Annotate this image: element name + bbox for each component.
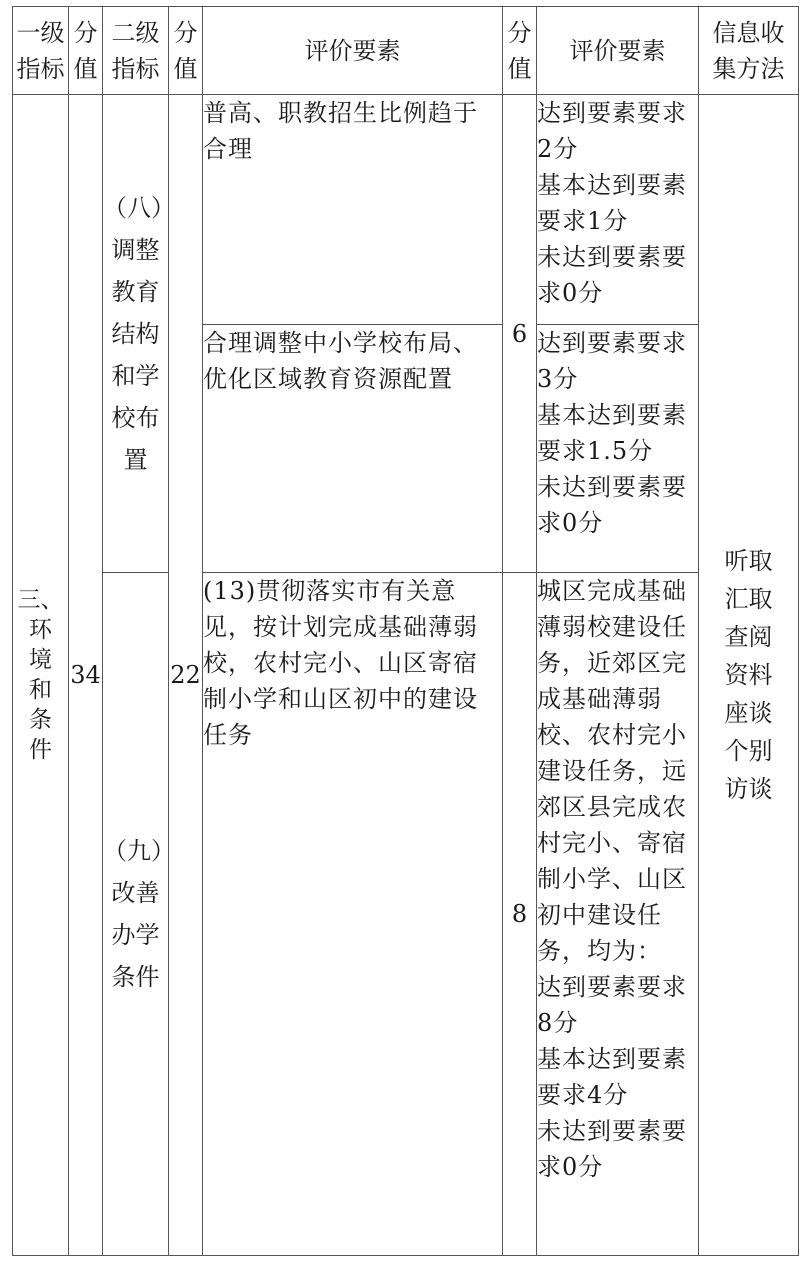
header-score1: 分 值 xyxy=(69,7,103,95)
header-score2: 分 值 xyxy=(169,7,203,95)
level2-indicator-9: （九） 改善 办学 条件 xyxy=(103,573,169,1256)
element-score-9: 8 xyxy=(503,573,537,1256)
criteria-8-2: 达到要素要求3分 基本达到要素要求1.5分 未达到要素要求0分 xyxy=(537,325,699,573)
header-row xyxy=(13,7,799,95)
criteria-8-1: 达到要素要求2分 基本达到要素要求1分 未达到要素要求0分 xyxy=(537,95,699,325)
criteria-9-1: 城区完成基础薄弱校建设任务，近郊区完成基础薄弱校、农村完小建设任务，远郊区县完成农村完小、寄宿制小学、山区初中建设任务，均为： 达到要素要求8分 基本达到要素要求4分 未达到要素要求0分 xyxy=(537,573,699,1256)
level1-indicator: 三、 环 境 和 条 件 xyxy=(13,95,69,1256)
header-elements1: 评价要素 xyxy=(203,7,503,95)
header-score3: 分 值 xyxy=(503,7,537,95)
header-level2: 二级 指标 xyxy=(103,7,169,95)
level1-score: 34 xyxy=(69,95,103,1256)
element-score-8: 6 xyxy=(503,95,537,573)
header-method: 信息收 集方法 xyxy=(699,7,799,95)
level2-score: 22 xyxy=(169,95,203,1256)
level2-indicator-8: （八） 调整 教育 结构 和学 校布 置 xyxy=(103,95,169,573)
element-9-1: (13)贯彻落实市有关意见，按计划完成基础薄弱校，农村完小、山区寄宿制小学和山区初中的建设任务 xyxy=(203,573,503,1256)
evaluation-table xyxy=(12,6,799,1256)
header-elements2: 评价要素 xyxy=(537,7,699,95)
header-level1: 一级 指标 xyxy=(13,7,69,95)
element-8-2: 合理调整中小学校布局、优化区域教育资源配置 xyxy=(203,325,503,573)
element-8-1: 普高、职教招生比例趋于合理 xyxy=(203,95,503,325)
collection-method: 听取 汇取 查阅 资料 座谈 个别 访谈 xyxy=(699,95,799,1256)
table-row xyxy=(13,95,799,325)
table-row xyxy=(13,573,799,1256)
